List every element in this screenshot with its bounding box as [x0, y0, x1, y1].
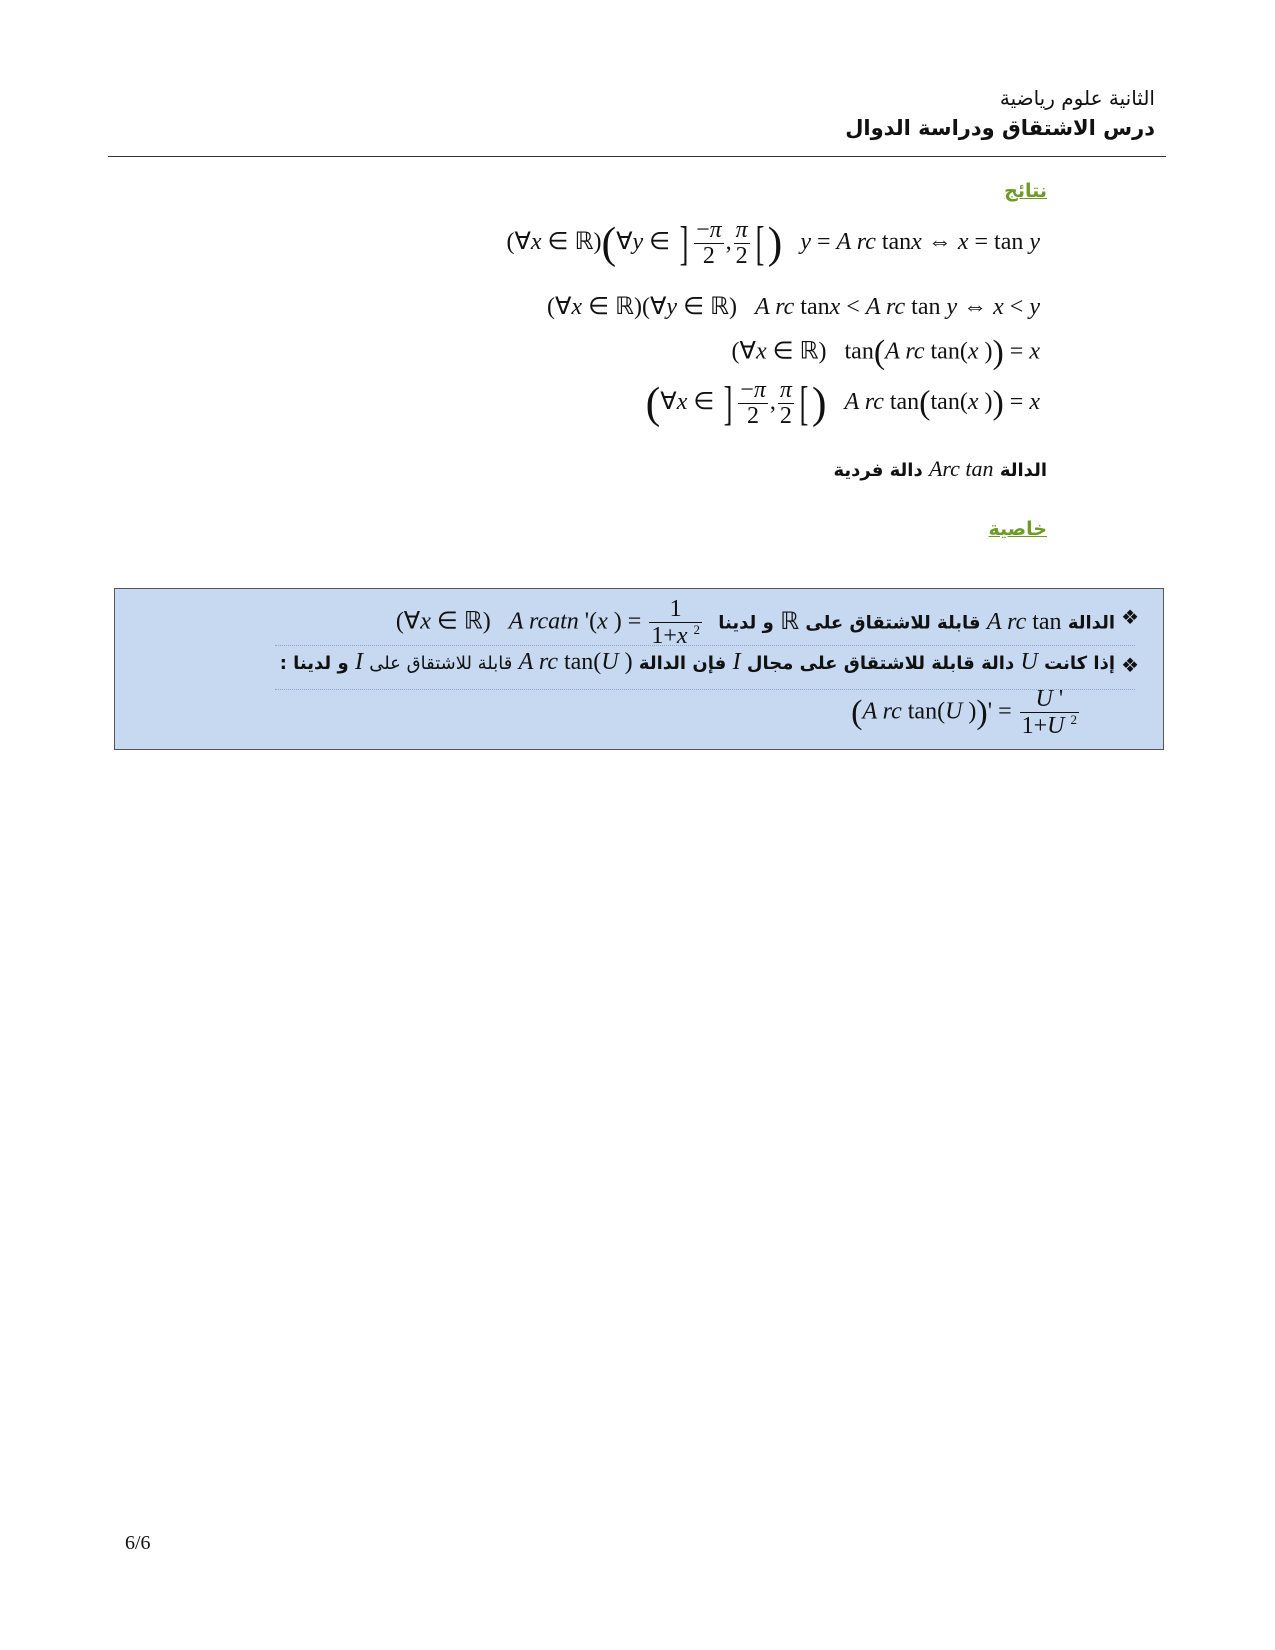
formula-2: (∀x ∈ ℝ)(∀y ∈ ℝ) A rc tanx < A rc tan y ⇔ x < y: [547, 294, 1040, 320]
results-title: نتائج: [1004, 180, 1047, 202]
property-formula: (A rc tan(U ))' = $\frac{U '}{1+U ^2}$: [851, 686, 1077, 740]
header-rule: [108, 156, 1166, 157]
odd-function-math: Arc tan: [928, 456, 994, 481]
header-lesson-title: درس الاشتقاق ودراسة الدوال: [845, 116, 1155, 140]
property-row-1: الدالة A rc tan قابلة للاشتقاق على ℝ و لدينا (∀x ∈ ℝ) A rcatn '(x ) = $\frac{1}{1+x ^2}$: [395, 596, 1115, 650]
odd-function-statement: الدالة Arc tan دالة فردية: [833, 456, 1047, 481]
bullet-1: ❖: [1121, 605, 1139, 629]
page-number: 6/6: [125, 1532, 151, 1554]
bullet-2: ❖: [1121, 653, 1139, 677]
row-divider: [275, 645, 1135, 646]
formula-4: (∀x ∈ ] $\frac{-\pi}{2}$ , $\frac{\pi}{2}$ [) A rc tan(tan(x )) = x: [645, 376, 1040, 430]
header-subject: الثانية علوم رياضية: [999, 86, 1155, 110]
property-box: [114, 588, 1164, 750]
property-row-2: إذا كانت U دالة قابلة للاشتقاق على مجال I فإن الدالة A rc tan(U ) قابلة للاشتقاق على I و لدينا :: [279, 649, 1115, 675]
formula-3: (∀x ∈ ℝ) tan(A rc tan(x )) = x: [731, 334, 1040, 371]
formula-1: (∀x ∈ ℝ)(∀y ∈ ] $\frac{-\pi}{2}$ , $\frac{\pi}{2}$ [) y = A rc tanx ⇔ x = tan y: [506, 216, 1040, 270]
property-title: خاصية: [988, 518, 1047, 540]
